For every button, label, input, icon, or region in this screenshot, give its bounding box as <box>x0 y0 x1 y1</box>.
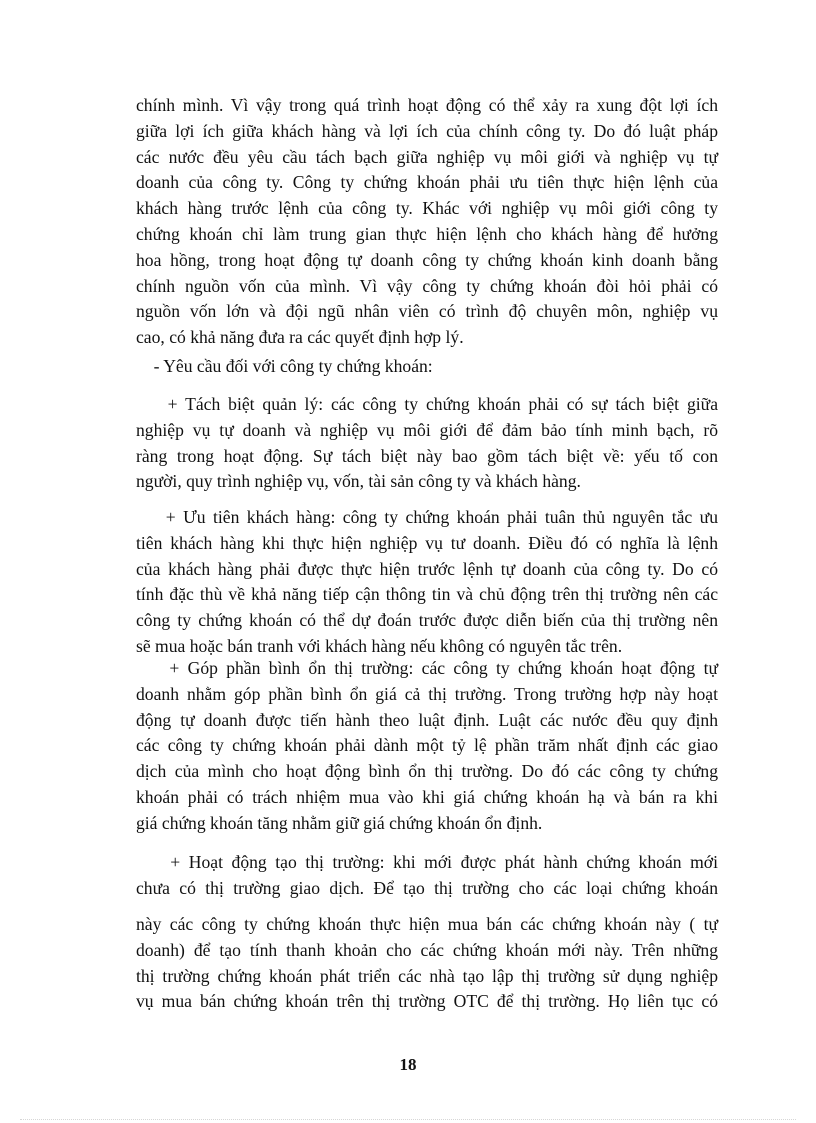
text-line: + Hoạt động tạo thị trường: khi mới được phát hành chứng khoán mới <box>136 852 718 872</box>
text-line: người, quy trình nghiệp vụ, vốn, tài sản công ty và khách hàng. <box>136 471 581 492</box>
paragraph-p5 <box>136 656 718 837</box>
text-line: sẽ mua hoặc bán tranh với khách hàng nếu không có nguyên tắc trên. <box>136 635 623 656</box>
text-line: chưa có thị trường giao dịch. Để tạo thị trường cho các loại chứng khoán <box>136 877 718 898</box>
text-line: giá chứng khoán tăng nhằm giữ giá chứng khoán ổn định. <box>136 812 543 833</box>
text-line: hoa hồng, trong hoạt động tự doanh công ty chứng khoán kinh doanh bằng <box>136 249 718 270</box>
paragraph-p4 <box>136 505 718 660</box>
text-line: khoán phải có trách nhiệm mua vào khi giá chứng khoán hạ và bán ra khi <box>136 786 718 807</box>
paragraph-p6b <box>136 912 718 1015</box>
text-line: vụ mua bán chứng khoán trên thị trường OTC để thị trường. Họ liên tục có <box>136 991 718 1012</box>
text-line: chính mình. Vì vậy trong quá trình hoạt động có thể xảy ra xung đột lợi ích <box>136 95 718 115</box>
text-line: doanh của công ty. Công ty chứng khoán phải ưu tiên thực hiện lệnh của <box>136 172 718 193</box>
text-line: các nước đều yêu cầu tách bạch giữa nghiệp vụ môi giới và nghiệp vụ tự <box>136 146 718 167</box>
text-line: cao, có khả năng đưa ra các quyết định hợp lý. <box>136 327 464 348</box>
text-line: động tự doanh được tiến hành theo luật định. Luật các nước đều quy định <box>136 709 718 730</box>
text-line: công ty chứng khoán có thể dự đoán trước được diễn biến của thị trường nên <box>136 610 718 631</box>
text-line: + Tách biệt quản lý: các công ty chứng khoán phải có sự tách biệt giữa <box>136 394 718 414</box>
text-line: doanh nhằm góp phần bình ổn giá cả thị trường. Trong trường hợp này hoạt <box>136 683 718 704</box>
text-line: giữa lợi ích giữa khách hàng và lợi ích của chính công ty. Do đó luật pháp <box>136 120 718 141</box>
text-line: thị trường chứng khoán phát triển các nhà tạo lập thị trường sử dụng nghiệp <box>136 965 718 986</box>
text-line: + Ưu tiên khách hàng: công ty chứng khoán phải tuân thủ nguyên tắc ưu <box>136 507 718 527</box>
text-line: ràng trong hoạt động. Sự tách biệt này bao gồm tách biệt về: yếu tố con <box>136 445 718 466</box>
text-line: chính nguồn vốn của mình. Vì vậy công ty chứng khoán đòi hỏi phải có <box>136 275 718 296</box>
text-line: + Góp phần bình ổn thị trường: các công ty chứng khoán hoạt động tự <box>136 658 718 678</box>
text-line: dịch của mình cho hoạt động bình ổn thị trường. Do đó các công ty chứng <box>136 761 718 782</box>
page-number: 18 <box>399 1055 417 1074</box>
text-line: nghiệp vụ tự doanh và nghiệp vụ môi giới để đảm bảo tính minh bạch, rõ <box>136 419 718 440</box>
page-bottom-divider <box>20 1119 796 1120</box>
text-line: tiên khách hàng khi thực hiện nghiệp vụ tư doanh. Điều đó có nghĩa là lệnh <box>136 532 718 553</box>
text-line: chứng khoán chỉ làm trung gian thực hiện lệnh cho khách hàng để hưởng <box>136 223 718 244</box>
text-line: các công ty chứng khoán phải dành một tỷ lệ phần trăm nhất định các giao <box>136 735 718 756</box>
text-line: tính đặc thù về khả năng tiếp cận thông tin và chủ động trên thị trường nên các <box>136 584 718 605</box>
text-line: nguồn vốn lớn và đội ngũ nhân viên có trình độ chuyên môn, nghiệp vụ <box>136 301 718 322</box>
paragraph-p6 <box>136 850 718 902</box>
paragraph-p1 <box>136 93 718 351</box>
paragraph-p3 <box>136 392 718 495</box>
text-line: doanh) để tạo tính thanh khoản cho các chứng khoán mới này. Trên những <box>136 939 718 960</box>
text-line: này các công ty chứng khoán thực hiện mua bán các chứng khoán này ( tự <box>136 914 718 934</box>
paragraph-p2 <box>136 354 718 380</box>
text-line: của khách hàng phải được thực hiện trước lệnh tự doanh của công ty. Do có <box>136 558 718 579</box>
text-line: - Yêu cầu đối với công ty chứng khoán: <box>136 356 433 376</box>
text-line: khách hàng trước lệnh của công ty. Khác với nghiệp vụ môi giới công ty <box>136 198 718 219</box>
